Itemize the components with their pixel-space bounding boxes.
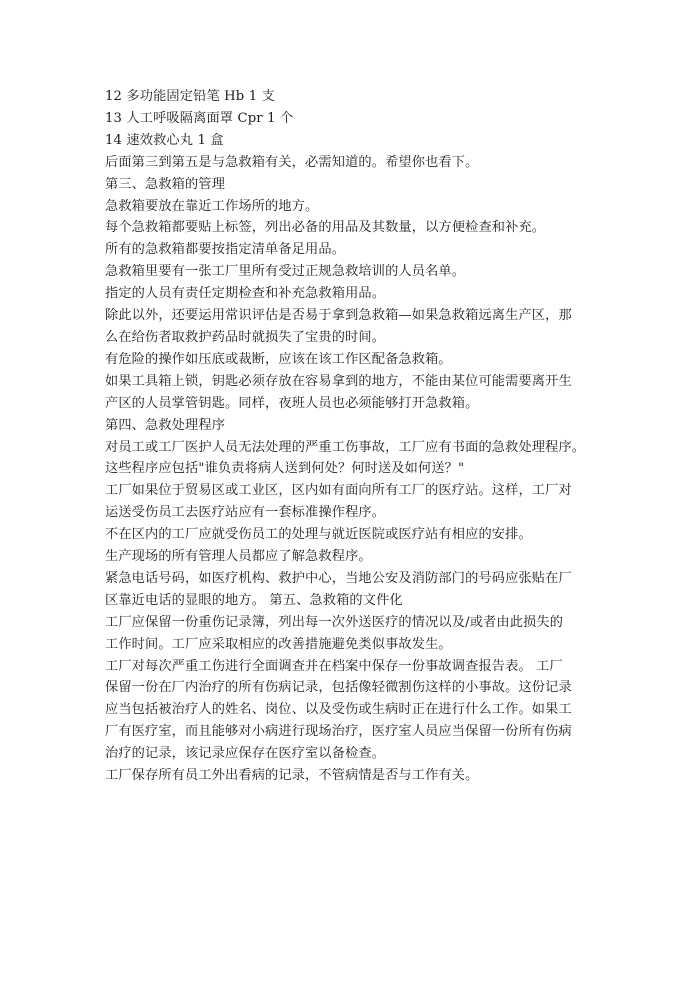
text-line: 紧急电话号码，如医疗机构、救护中心，当地公安及消防部门的号码应张贴在厂 (105, 570, 572, 586)
text-line: 工厂对每次严重工伤进行全面调查并在档案中保存一份事故调查报告表。 工厂 (105, 658, 563, 674)
text-line: 后面第三到第五是与急救箱有关，必需知道的。希望你也看下。 (105, 154, 479, 170)
text-line: 如果工具箱上锁，钥匙必须存放在容易拿到的地方，不能由某位可能需要离开生 (105, 373, 572, 389)
text-line: 对员工或工厂医护人员无法处理的严重工伤事故，工厂应有书面的急救处理程序。 (105, 439, 586, 455)
text-line: 工厂如果位于贸易区或工业区，区内如有面向所有工厂的医疗站。这样，工厂对 (105, 483, 572, 499)
section-heading: 第三、急救箱的管理 (105, 176, 226, 192)
text-line: 保留一份在厂内治疗的所有伤病记录，包括像轻微割伤这样的小事故。这份记录 (105, 680, 572, 696)
text-line: 么在给伤者取救护药品时就损失了宝贵的时间。 (105, 329, 386, 345)
text-line: 除此以外，还要运用常识评估是否易于拿到急救箱—如果急救箱远离生产区，那 (105, 308, 572, 324)
text-line: 14 速效救心丸 1 盒 (105, 132, 224, 148)
text-line: 13 人工呼吸隔离面罩 Cpr 1 个 (105, 110, 294, 126)
text-line: 治疗的记录，该记录应保存在医疗室以备检查。 (105, 746, 386, 762)
text-line: 区靠近电话的显眼的地方。 第五、急救箱的文件化 (105, 592, 403, 608)
text-line: 这些程序应包括"谁负责将病人送到何处？何时送及如何送？" (105, 461, 465, 477)
text-line: 不在区内的工厂应就受伤员工的处理与就近医院或医疗站有相应的安排。 (105, 527, 532, 543)
text-line: 指定的人员有责任定期检查和补充急救箱用品。 (105, 286, 386, 302)
text-line: 产区的人员掌管钥匙。同样，夜班人员也必须能够打开急救箱。 (105, 395, 479, 411)
text-line: 厂有医疗室，而且能够对小病进行现场治疗，医疗室人员应当保留一份所有伤病 (105, 724, 572, 740)
text-line: 急救箱里要有一张工厂里所有受过正规急救培训的人员名单。 (105, 264, 466, 280)
text-line: 工厂保存所有员工外出看病的记录，不管病情是否与工作有关。 (105, 768, 479, 784)
text-line: 生产现场的所有管理人员都应了解急救程序。 (105, 549, 372, 565)
text-line: 工作时间。工厂应采取相应的改善措施避免类似事故发生。 (105, 636, 452, 652)
section-heading: 第四、急救处理程序 (105, 417, 226, 433)
text-line: 应当包括被治疗人的姓名、岗位、以及受伤或生病时正在进行什么工作。如果工 (105, 702, 572, 718)
text-line: 运送受伤员工去医疗站应有一套标准操作程序。 (105, 505, 386, 521)
text-line: 急救箱要放在靠近工作场所的地方。 (105, 198, 319, 214)
text-line: 有危险的操作如压底或裁断，应该在该工作区配备急救箱。 (105, 351, 452, 367)
text-line: 每个急救箱都要贴上标签，列出必备的用品及其数量，以方便检查和补充。 (105, 220, 546, 236)
text-line: 所有的急救箱都要按指定清单备足用品。 (105, 242, 346, 258)
document-body (105, 86, 605, 787)
text-line: 工厂应保留一份重伤记录簿，列出每一次外送医疗的情况以及/或者由此损失的 (105, 614, 564, 630)
text-line: 12 多功能固定铅笔 Hb 1 支 (105, 89, 275, 104)
